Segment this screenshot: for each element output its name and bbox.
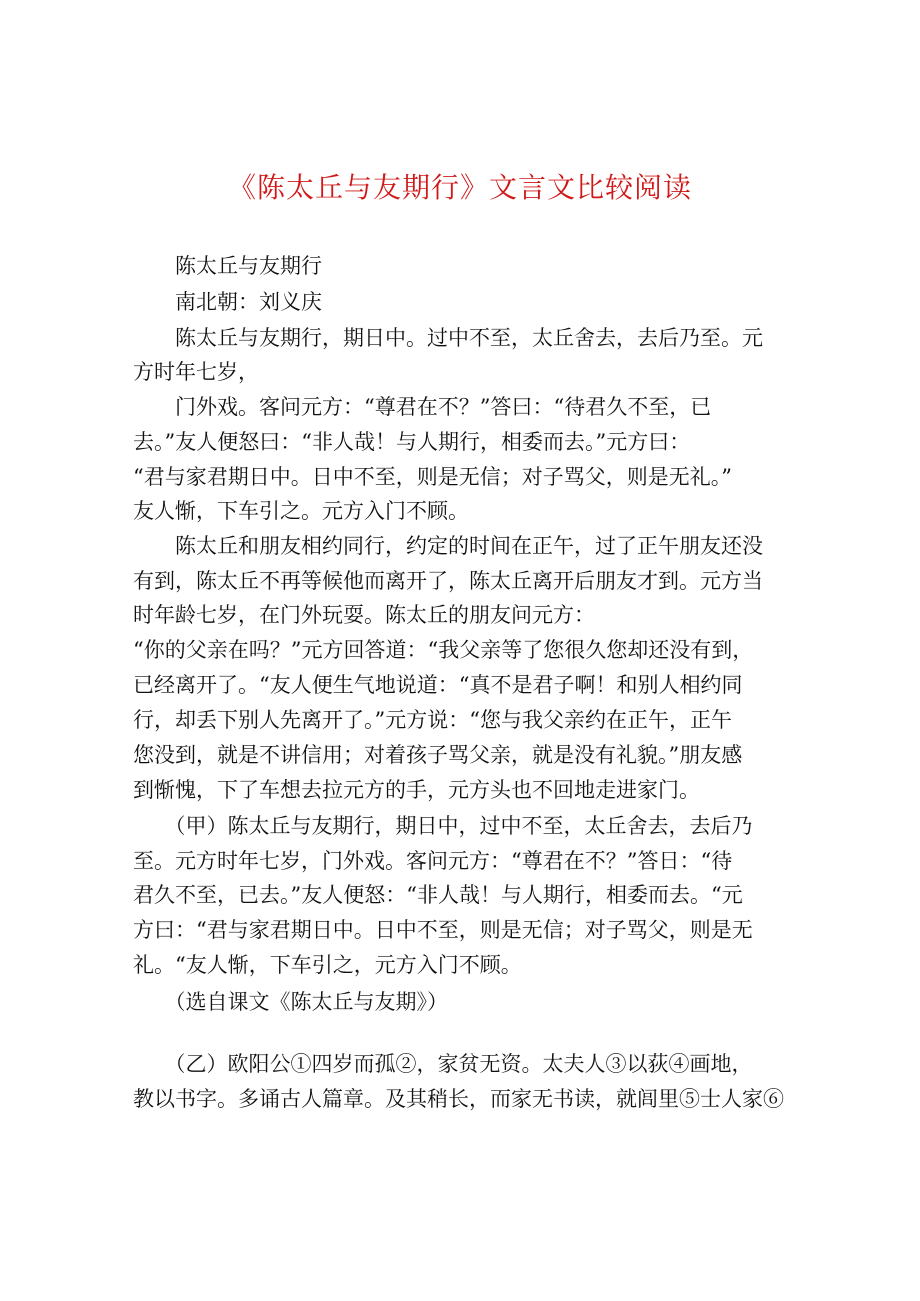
text-line: “你的父亲在吗？”元方回答道：“我父亲等了您很久您却还没有到， [133,638,754,662]
text-line: 友人惭，下车引之。元方入门不顾。 [133,499,469,523]
text-line: 行，却丢下别人先离开了。”元方说：“您与我父亲约在正午，正午 [133,708,732,732]
text-line: 时年龄七岁，在门外玩耍。陈太丘的朋友问元方： [133,603,595,627]
text-line: 方曰：“君与家君期日中。日中不至，则是无信；对子骂父，则是无 [133,918,753,942]
text-line: 有到，陈太丘不再等候他而离开了，陈太丘离开后朋友才到。元方当 [133,569,763,593]
text-line: 陈太丘与友期行，期日中。过中不至，太丘舍去，去后乃至。元 [133,326,763,350]
document-title: 《陈太丘与友期行》文言文比较阅读 [227,171,692,204]
text-line: 已经离开了。“友人便生气地说道：“真不是君子啊！和别人相约同 [133,673,743,697]
text-line: （乙）欧阳公①四岁而孤②，家贫无资。太夫人③以荻④画地， [133,1052,753,1076]
text-line: 南北朝：刘义庆 [133,290,322,314]
text-line: 门外戏。客问元方：“尊君在不？”答曰：“待君久不至，已 [133,395,712,419]
text-line: 陈太丘和朋友相约同行，约定的时间在正午，过了正午朋友还没 [133,534,763,558]
text-line: 去。”友人便怒曰：“非人哉！与人期行，相委而去。”元方曰： [133,430,691,454]
text-line: 方时年七岁， [133,360,259,384]
text-line: 教以书字。多诵古人篇章。及其稍长，而家无书读，就闾里⑤士人家⑥ [133,1087,784,1111]
source-note: （选自课文《陈太丘与友期》） [133,990,448,1014]
text-line: 至。元方时年七岁，门外戏。客问元方：“尊君在不？”答日：“待 [133,849,733,873]
text-line: 到惭愧，下了车想去拉元方的手，元方头也不回地走进家门。 [133,778,700,802]
text-line: 陈太丘与友期行 [133,254,322,278]
text-line: “君与家君期日中。日中不至，则是无信；对子骂父，则是无礼。” [133,465,732,489]
text-line: 礼。“友人惭，下车引之，元方入门不顾。 [133,953,522,977]
text-line: 君久不至，已去。”友人便怒：“非人哉！与人期行，相委而去。“元 [133,883,743,907]
text-line: 您没到，就是不讲信用；对着孩子骂父亲，就是没有礼貌。”朋友感 [133,743,743,767]
text-line: （甲）陈太丘与友期行，期日中，过中不至，太丘舍去，去后乃 [133,814,753,838]
